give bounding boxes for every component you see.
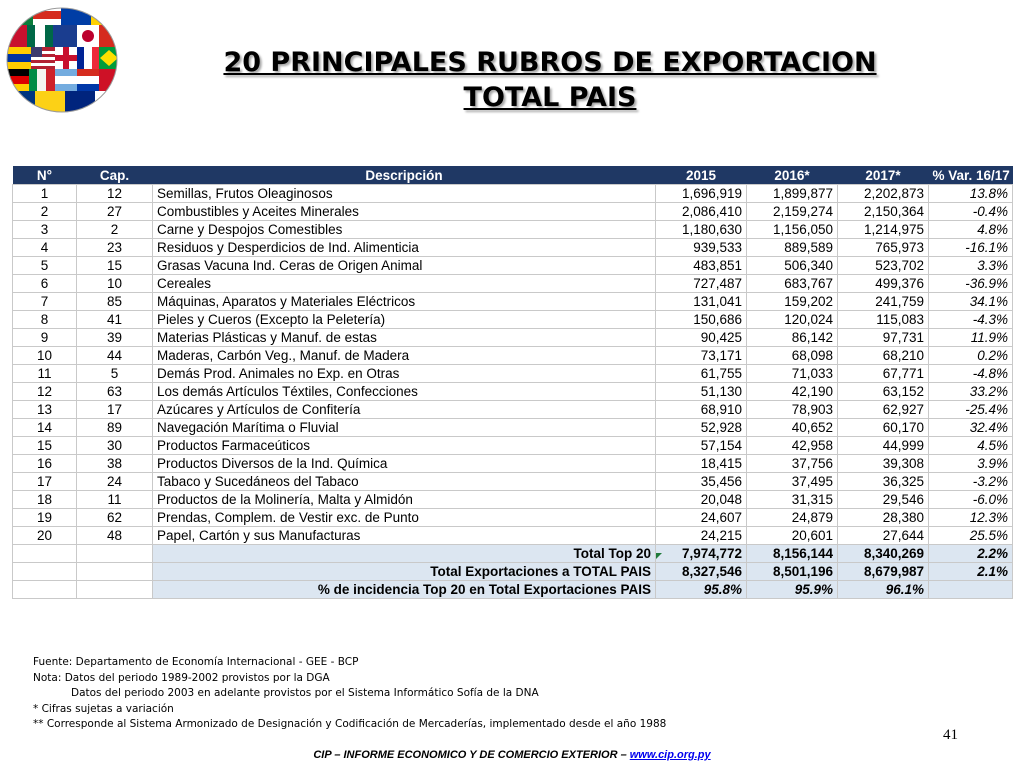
cell-chapter: 39 [77, 329, 153, 347]
cell-description: Carne y Despojos Comestibles [153, 221, 656, 239]
cell-variation: -36.9% [929, 275, 1013, 293]
cell-chapter: 63 [77, 383, 153, 401]
cell-variation: 11.9% [929, 329, 1013, 347]
cell-2017: 67,771 [838, 365, 929, 383]
cell-chapter: 12 [77, 185, 153, 203]
table-row [13, 509, 1013, 527]
cell-2016: 1,156,050 [747, 221, 838, 239]
cell-2016: 86,142 [747, 329, 838, 347]
total-top20-row [13, 545, 1013, 563]
cell-description: Productos Diversos de la Ind. Química [153, 455, 656, 473]
cell-variation: 4.5% [929, 437, 1013, 455]
note-harmonized-system: ** Corresponde al Sistema Armonizado de Designación y Codificación de Mercaderías, implementado desde el año 1988 [33, 718, 667, 730]
cell-number: 5 [13, 257, 77, 275]
table-row [13, 437, 1013, 455]
cell-2016: 42,958 [747, 437, 838, 455]
cell-2015: 57,154 [656, 437, 747, 455]
cell-variation: 33.2% [929, 383, 1013, 401]
cell-2015: 7,974,772 [656, 545, 747, 563]
cell-2015: 131,041 [656, 293, 747, 311]
cell-description: Semillas, Frutos Oleaginosos [153, 185, 656, 203]
cell-2017: 27,644 [838, 527, 929, 545]
table-row [13, 473, 1013, 491]
cell-2016: 159,202 [747, 293, 838, 311]
table-row [13, 239, 1013, 257]
cell-description: Los demás Artículos Téxtiles, Confecciones [153, 383, 656, 401]
incidence-row [13, 581, 1013, 599]
cell-description: Navegación Marítima o Fluvial [153, 419, 656, 437]
cell-2017: 2,150,364 [838, 203, 929, 221]
cell-chapter: 15 [77, 257, 153, 275]
cell-2016: 1,899,877 [747, 185, 838, 203]
footer-link[interactable]: www.cip.org.py [629, 749, 711, 761]
cell-2015: 68,910 [656, 401, 747, 419]
cell-chapter: 41 [77, 311, 153, 329]
table-row [13, 419, 1013, 437]
cell-chapter: 30 [77, 437, 153, 455]
cell-2016: 120,024 [747, 311, 838, 329]
cell-chapter: 44 [77, 347, 153, 365]
cell-number: 9 [13, 329, 77, 347]
table-row [13, 365, 1013, 383]
cell-2015: 2,086,410 [656, 203, 747, 221]
cell-variation: 13.8% [929, 185, 1013, 203]
cell-2016: 8,156,144 [747, 545, 838, 563]
cell-2017: 765,973 [838, 239, 929, 257]
table-row [13, 221, 1013, 239]
cell-2015: 61,755 [656, 365, 747, 383]
cell-2016: 42,190 [747, 383, 838, 401]
cell-2016: 68,098 [747, 347, 838, 365]
cell-2017: 39,308 [838, 455, 929, 473]
cell-variation: -0.4% [929, 203, 1013, 221]
cell-2016: 40,652 [747, 419, 838, 437]
cell-2017: 68,210 [838, 347, 929, 365]
cell-variation: 34.1% [929, 293, 1013, 311]
cell-2016: 683,767 [747, 275, 838, 293]
cell-description: Máquinas, Aparatos y Materiales Eléctricos [153, 293, 656, 311]
col-header-2015: 2015 [656, 166, 747, 185]
page-title: 20 PRINCIPALES RUBROS DE EXPORTACION [223, 47, 877, 78]
cell-chapter: 5 [77, 365, 153, 383]
total-exports-row [13, 563, 1013, 581]
cell-2017: 499,376 [838, 275, 929, 293]
cell-chapter: 62 [77, 509, 153, 527]
cell-description: Materias Plásticas y Manuf. de estas [153, 329, 656, 347]
table-row [13, 383, 1013, 401]
cell-2017: 8,340,269 [838, 545, 929, 563]
cell-number: 17 [13, 473, 77, 491]
table-row [13, 455, 1013, 473]
cell-chapter: 17 [77, 401, 153, 419]
note-period-dga: Nota: Datos del periodo 1989-2002 provistos por la DGA [33, 671, 330, 684]
cell-number: 6 [13, 275, 77, 293]
cell-2016: 506,340 [747, 257, 838, 275]
cell-description: Maderas, Carbón Veg., Manuf. de Madera [153, 347, 656, 365]
cell-2017: 44,999 [838, 437, 929, 455]
cell-2016: 71,033 [747, 365, 838, 383]
col-header-variation: % Var. 16/17 [929, 166, 1013, 185]
cell-2016: 8,501,196 [747, 563, 838, 581]
cell-variation: -16.1% [929, 239, 1013, 257]
cell-chapter: 85 [77, 293, 153, 311]
cell-variation: 3.3% [929, 257, 1013, 275]
cell-variation: -3.2% [929, 473, 1013, 491]
page-subtitle: TOTAL PAIS [463, 82, 637, 113]
cell-2016: 37,756 [747, 455, 838, 473]
cell-variation: 3.9% [929, 455, 1013, 473]
cell-number: 3 [13, 221, 77, 239]
cell-2016: 24,879 [747, 509, 838, 527]
cell-description: Tabaco y Sucedáneos del Tabaco [153, 473, 656, 491]
col-header-description: Descripción [153, 166, 656, 185]
cell-2015: 150,686 [656, 311, 747, 329]
cell-variation: 25.5% [929, 527, 1013, 545]
cell-2015: 18,415 [656, 455, 747, 473]
cell-2017: 523,702 [838, 257, 929, 275]
cell-number: 15 [13, 437, 77, 455]
cell-2016: 20,601 [747, 527, 838, 545]
footer-text: CIP – INFORME ECONOMICO Y DE COMERCIO EXTERIOR – [313, 749, 630, 761]
cell-2017: 36,325 [838, 473, 929, 491]
table-header-row [13, 166, 1013, 185]
cell-number: 19 [13, 509, 77, 527]
cell-description: Productos de la Molinería, Malta y Almidón [153, 491, 656, 509]
cell-2015: 483,851 [656, 257, 747, 275]
cell-2015: 24,215 [656, 527, 747, 545]
cell-variation: 0.2% [929, 347, 1013, 365]
table-row [13, 311, 1013, 329]
note-variation: * Cifras sujetas a variación [33, 702, 174, 715]
table-row [13, 527, 1013, 545]
cell-2015: 52,928 [656, 419, 747, 437]
cell-description: Cereales [153, 275, 656, 293]
cell-2015: 20,048 [656, 491, 747, 509]
cell-variation [929, 581, 1013, 599]
table-row [13, 275, 1013, 293]
cell-2015: 8,327,546 [656, 563, 747, 581]
cell-2017: 241,759 [838, 293, 929, 311]
table-row [13, 401, 1013, 419]
cell-number: 12 [13, 383, 77, 401]
cell-2017: 97,731 [838, 329, 929, 347]
cell-2017: 60,170 [838, 419, 929, 437]
cell-description: Papel, Cartón y sus Manufacturas [153, 527, 656, 545]
cell-variation: -4.3% [929, 311, 1013, 329]
cell-number: 2 [13, 203, 77, 221]
cell-variation: 4.8% [929, 221, 1013, 239]
col-header-2017: 2017* [838, 166, 929, 185]
total-label: Total Exportaciones a TOTAL PAIS [153, 563, 656, 581]
exports-table [12, 166, 1013, 599]
cell-chapter: 2 [77, 221, 153, 239]
cell-2017: 28,380 [838, 509, 929, 527]
cell-description: Combustibles y Aceites Minerales [153, 203, 656, 221]
cell-number: 7 [13, 293, 77, 311]
cell-chapter: 48 [77, 527, 153, 545]
cell-number: 16 [13, 455, 77, 473]
table-row [13, 347, 1013, 365]
cell-2017: 96.1% [838, 581, 929, 599]
cell-number: 10 [13, 347, 77, 365]
cell-2017: 115,083 [838, 311, 929, 329]
cell-number: 13 [13, 401, 77, 419]
cell-chapter: 24 [77, 473, 153, 491]
cell-variation: 12.3% [929, 509, 1013, 527]
page-number: 41 [943, 727, 958, 743]
col-header-chapter: Cap. [77, 166, 153, 185]
cell-number: 11 [13, 365, 77, 383]
cell-2015: 939,533 [656, 239, 747, 257]
cell-2015: 51,130 [656, 383, 747, 401]
cell-2016: 95.9% [747, 581, 838, 599]
total-label: Total Top 20 [153, 545, 656, 563]
cell-2017: 29,546 [838, 491, 929, 509]
cell-2016: 78,903 [747, 401, 838, 419]
cell-number: 18 [13, 491, 77, 509]
source-notes [33, 655, 666, 733]
cell-2017: 2,202,873 [838, 185, 929, 203]
world-flags-globe-logo [5, 5, 120, 115]
cell-number: 20 [13, 527, 77, 545]
cell-description: Grasas Vacuna Ind. Ceras de Origen Animal [153, 257, 656, 275]
cell-number: 14 [13, 419, 77, 437]
cell-2015: 727,487 [656, 275, 747, 293]
note-period-dna: Datos del periodo 2003 en adelante provistos por el Sistema Informático Sofía de la DNA [71, 687, 539, 699]
cell-variation: 2.2% [929, 545, 1013, 563]
cell-description: Azúcares y Artículos de Confitería [153, 401, 656, 419]
table-row [13, 257, 1013, 275]
incidence-label: % de incidencia Top 20 en Total Exportaciones PAIS [153, 581, 656, 599]
cell-2017: 63,152 [838, 383, 929, 401]
cell-2015: 73,171 [656, 347, 747, 365]
cell-variation: 2.1% [929, 563, 1013, 581]
cell-chapter: 27 [77, 203, 153, 221]
note-source: Fuente: Departamento de Economía Internacional - GEE - BCP [33, 656, 359, 668]
cell-2017: 8,679,987 [838, 563, 929, 581]
table-row [13, 293, 1013, 311]
cell-variation: -25.4% [929, 401, 1013, 419]
table-row [13, 185, 1013, 203]
cell-2016: 889,589 [747, 239, 838, 257]
cell-number: 1 [13, 185, 77, 203]
cell-chapter: 89 [77, 419, 153, 437]
cell-2015: 90,425 [656, 329, 747, 347]
cell-chapter: 10 [77, 275, 153, 293]
cell-description: Productos Farmaceúticos [153, 437, 656, 455]
cell-number: 8 [13, 311, 77, 329]
col-header-number: N° [13, 166, 77, 185]
cell-2015: 95.8% [656, 581, 747, 599]
table-row [13, 329, 1013, 347]
cell-2016: 2,159,274 [747, 203, 838, 221]
cell-chapter: 38 [77, 455, 153, 473]
cell-description: Pieles y Cueros (Excepto la Peletería) [153, 311, 656, 329]
footer [0, 749, 1024, 761]
cell-2017: 1,214,975 [838, 221, 929, 239]
cell-2015: 24,607 [656, 509, 747, 527]
cell-variation: -6.0% [929, 491, 1013, 509]
cell-comment-marker [656, 553, 662, 559]
cell-number: 4 [13, 239, 77, 257]
cell-description: Prendas, Complem. de Vestir exc. de Punto [153, 509, 656, 527]
cell-2017: 62,927 [838, 401, 929, 419]
cell-chapter: 11 [77, 491, 153, 509]
cell-variation: 32.4% [929, 419, 1013, 437]
cell-description: Demás Prod. Animales no Exp. en Otras [153, 365, 656, 383]
cell-2015: 1,180,630 [656, 221, 747, 239]
cell-description: Residuos y Desperdicios de Ind. Alimenticia [153, 239, 656, 257]
cell-chapter: 23 [77, 239, 153, 257]
cell-variation: -4.8% [929, 365, 1013, 383]
table-row [13, 203, 1013, 221]
col-header-2016: 2016* [747, 166, 838, 185]
cell-2015: 35,456 [656, 473, 747, 491]
cell-2016: 37,495 [747, 473, 838, 491]
cell-2015: 1,696,919 [656, 185, 747, 203]
table-row [13, 491, 1013, 509]
cell-2016: 31,315 [747, 491, 838, 509]
